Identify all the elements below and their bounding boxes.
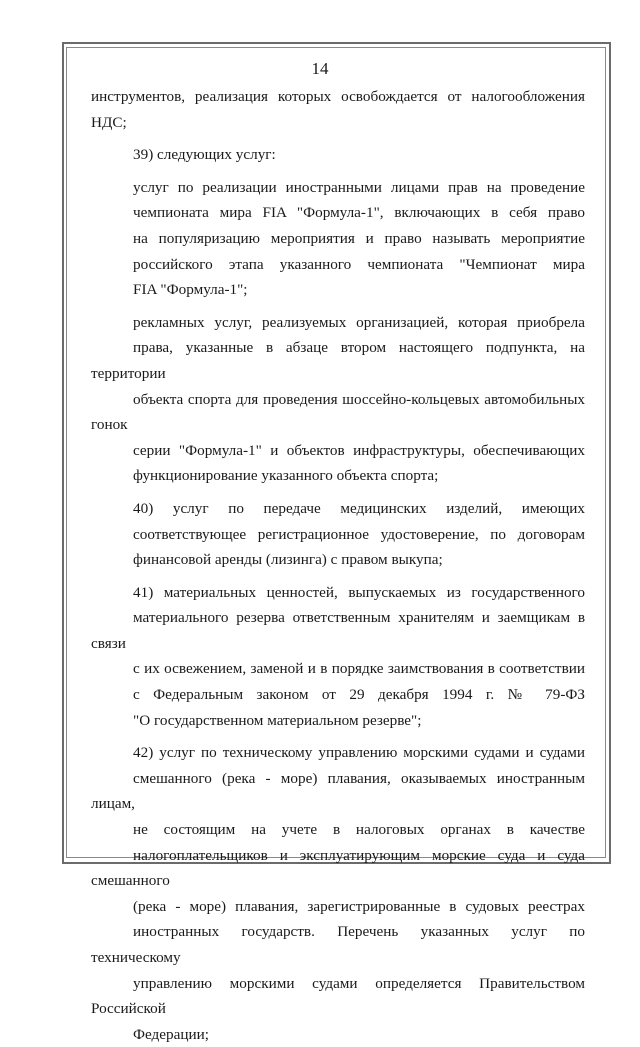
paragraph-item-41 (91, 580, 585, 734)
paragraph-formula1-rights (91, 175, 585, 303)
paragraph-nds-continuation (91, 84, 585, 135)
text-line: инструментов, реализация которых освобождается от налогообложения (91, 88, 585, 105)
text-line: 41) материальных ценностей, выпускаемых из государственного (133, 583, 585, 601)
text-line: финансовой аренды (лизинга) с правом выкупа; (133, 551, 443, 569)
text-line: российского этапа указанного чемпионата "Чемпионат мира (133, 255, 585, 273)
text-line: с Федеральным законом от 29 декабря 1994 г. № 79-ФЗ (133, 686, 585, 704)
text-line: материального резерва ответственным хранителям и заемщикам в связи (91, 609, 585, 652)
text-line: с их освежением, заменой и в порядке заимствования в соответствии (133, 660, 585, 678)
text-line: управлению морскими судами определяется Правительством Российской (91, 974, 585, 1018)
page-number: 14 (311, 59, 329, 78)
paragraph-item-40 (91, 496, 585, 573)
text-line: услуг по реализации иностранными лицами прав на проведение (133, 178, 585, 196)
text-line: 42) услуг по техническому управлению морскими судами и судами (133, 744, 585, 762)
paragraph-advertising-services (91, 310, 585, 489)
text-line: рекламных услуг, реализуемых организацией, которая приобрела (133, 313, 585, 331)
document-body (91, 84, 585, 1047)
text-line: НДС; (91, 113, 127, 131)
text-line: FIA "Формула-1"; (133, 281, 248, 299)
text-line: функционирование указанного объекта спорта; (133, 467, 439, 485)
text-line: Федерации; (133, 1025, 209, 1043)
text-line: права, указанные в абзаце втором настоящего подпункта, на территории (91, 339, 585, 382)
text-line: (река - море) плавания, зарегистрированные в судовых реестрах (133, 897, 585, 915)
text-line: на популяризацию мероприятия и право называть мероприятие (133, 229, 585, 247)
text-line: 39) следующих услуг: (133, 146, 276, 164)
text-line: "О государственном материальном резерве"; (133, 711, 422, 729)
text-line: налогоплательщиков и эксплуатирующим морские суда и суда смешанного (91, 846, 585, 890)
text-line: чемпионата мира FIA "Формула-1", включающих в себя право (133, 204, 585, 222)
text-line: иностранных государств. Перечень указанных услуг по техническому (91, 923, 585, 966)
text-line: 40) услуг по передаче медицинских изделий, имеющих (133, 499, 585, 517)
text-line: соответствующее регистрационное удостоверение, по договорам (133, 525, 585, 543)
text-line: смешанного (река - море) плавания, оказываемых иностранным лицам, (91, 769, 585, 813)
paragraph-item-42 (91, 740, 585, 1047)
text-line: объекта спорта для проведения шоссейно-кольцевых автомобильных гонок (91, 390, 585, 434)
text-line: не состоящим на учете в налоговых органах в качестве (133, 821, 585, 839)
paragraph-item-39 (91, 142, 585, 168)
text-line: серии "Формула-1" и объектов инфраструктуры, обеспечивающих (133, 441, 585, 459)
